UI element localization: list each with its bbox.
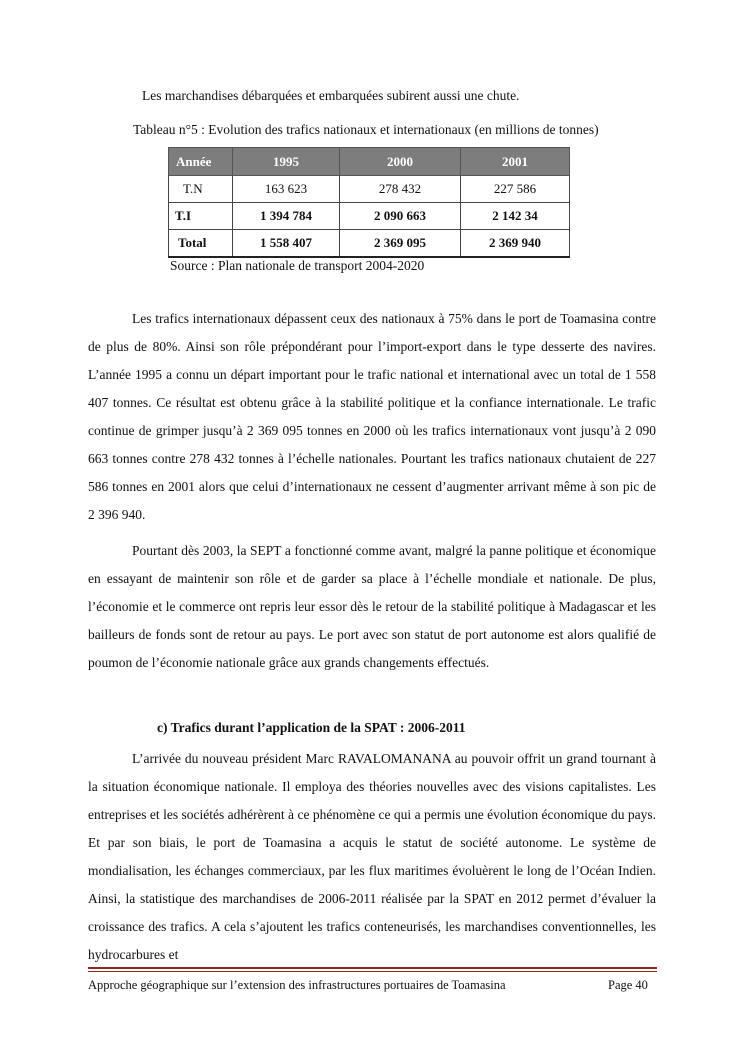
header-cell: 1995: [233, 148, 340, 176]
paragraph: Les trafics internationaux dépassent ceux des nationaux à 75% dans le port de Toamasina contre de plus de 80%. Ainsi son rôle prépondérant pour l’import-export dans le type desserte des navires. L’année 1995 a connu un départ important pour le trafic national et international avec un total de 1 558 407 tonnes. Ce résultat est obtenu grâce à la stabilité politique et la confiance internationale. Le trafic continue de grimper jusqu’à 2 369 095 tonnes en 2000 où les trafics internationaux vont jusqu’à 2 090 663 tonnes contre 278 432 tonnes à l’échelle nationales. Pourtant les trafics nationaux chutaient de 227 586 tonnes en 2001 alors que celui d’internationaux ne cessent d’augmenter arrivant même à son pic de 2 396 940.: [88, 311, 656, 522]
header-cell: 2001: [461, 148, 570, 176]
table-cell: 163 623: [233, 176, 340, 203]
table-cell: 2 369 095: [340, 230, 461, 258]
row-label: Total: [169, 230, 233, 258]
traffic-table: [168, 147, 570, 258]
header-cell: Année: [169, 148, 233, 176]
footer-divider: [88, 971, 657, 972]
footer-divider: [88, 967, 657, 969]
header-cell: 2000: [340, 148, 461, 176]
table-row: [169, 203, 570, 230]
table-header-row: [169, 148, 570, 176]
row-label: T.N: [169, 176, 233, 203]
table-caption: Tableau n°5 : Evolution des trafics nationaux et internationaux (en millions de tonnes): [133, 122, 599, 137]
page-number: Page 40: [608, 978, 648, 992]
paragraph: L’arrivée du nouveau président Marc RAVALOMANANA au pouvoir offrit un grand tournant à la situation économique nationale. Il employa des théories nouvelles avec des visions capitalistes. Les entreprises et les sociétés adhérèrent à ce phénomène ce qui a permis une évolution économique du pays. Et par son biais, le port de Toamasina a acquis le statut de société autonome. Le système de mondialisation, les échanges commerciaux, par les flux maritimes évoluèrent le long de l’Océan Indien. Ainsi, la statistique des marchandises de 2006-2011 réalisée par la SPAT en 2012 permet d’évaluer la croissance des trafics. A cela s’ajoutent les trafics conteneurisés, les marchandises conventionnelles, les hydrocarbures et: [88, 751, 656, 962]
table-cell: 2 369 940: [461, 230, 570, 258]
table-cell: 278 432: [340, 176, 461, 203]
table-cell: 1 394 784: [233, 203, 340, 230]
table-cell: 2 142 34: [461, 203, 570, 230]
section-heading: c) Trafics durant l’application de la SPAT : 2006-2011: [157, 720, 466, 735]
table-cell: 227 586: [461, 176, 570, 203]
table-cell: 2 090 663: [340, 203, 461, 230]
table-row: [169, 176, 570, 203]
row-label: T.I: [169, 203, 233, 230]
intro-line: Les marchandises débarquées et embarquées subirent aussi une chute.: [142, 88, 520, 103]
table-row: [169, 230, 570, 258]
footer-title: Approche géographique sur l’extension des infrastructures portuaires de Toamasina: [88, 978, 506, 992]
paragraph: Pourtant dès 2003, la SEPT a fonctionné comme avant, malgré la panne politique et économique en essayant de maintenir son rôle et de garder sa place à l’échelle mondiale et nationale. De plus, l’économie et le commerce ont repris leur essor dès le retour de la stabilité politique à Madagascar et les bailleurs de fonds sont de retour au pays. Le port avec son statut de port autonome est alors qualifié de poumon de l’économie nationale grâce aux grands changements effectués.: [88, 543, 656, 670]
table-source: Source : Plan nationale de transport 2004-2020: [170, 258, 425, 273]
table-cell: 1 558 407: [233, 230, 340, 258]
